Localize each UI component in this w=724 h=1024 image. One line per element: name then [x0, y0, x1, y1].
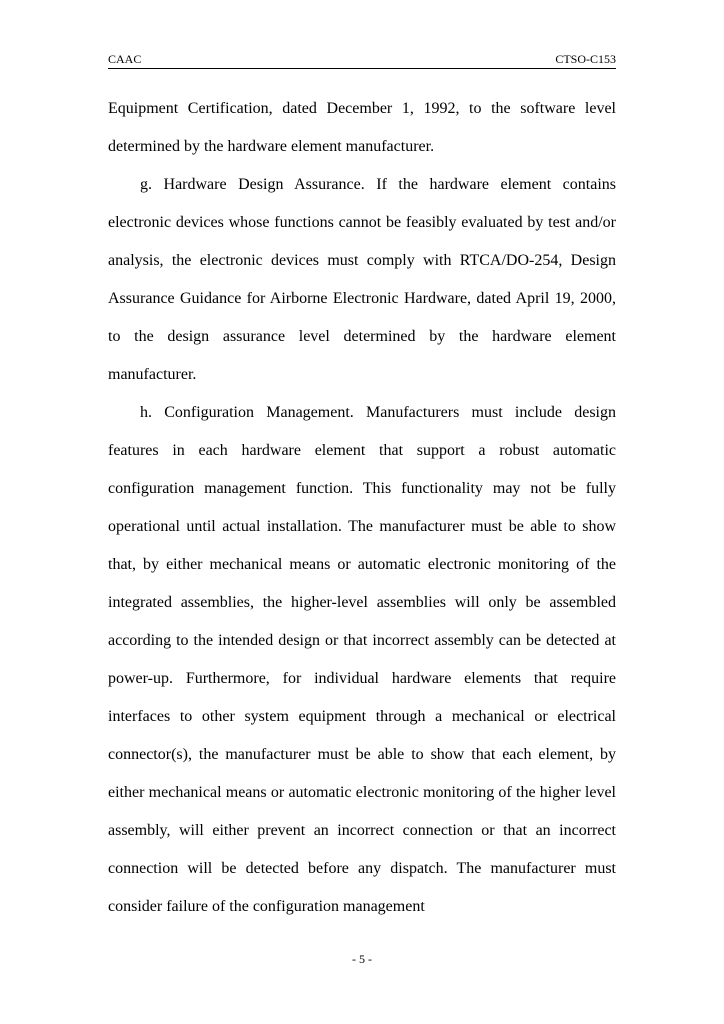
header-document-id: CTSO-C153 — [555, 52, 616, 66]
paragraph-hardware-design-assurance: g. Hardware Design Assurance. If the hardware element contains electronic devices whose functions cannot be feasibly evaluated by test and/or analysis, the electronic devices must comply with RTCA/DO-254, Design Assurance Guidance for Airborne Electronic Hardware, dated April 19, 2000, to the design assurance level determined by the hardware element manufacturer. — [108, 176, 616, 383]
page-number: - 5 - — [352, 952, 372, 966]
paragraph-configuration-management: h. Configuration Management. Manufacturers must include design features in each hardware element that support a robust automatic configuration management function. This functionality may not be fully operational until actual installation. The manufacturer must be able to show that, by either mechanical means or automatic electronic monitoring of the integrated assemblies, the higher-level assemblies will only be assembled according to the intended design or that incorrect assembly can be detected at power-up. Furthermore, for individual hardware elements that require interfaces to other system equipment through a mechanical or electrical connector(s), the manufacturer must be able to show that each element, by either mechanical means or automatic electronic monitoring of the higher level assembly, will either prevent an incorrect connection or that an incorrect connection will be detected before any dispatch. The manufacturer must consider failure of the configuration management — [108, 404, 616, 915]
header-organization: CAAC — [108, 52, 142, 66]
document-body — [108, 90, 616, 926]
page-header — [108, 52, 616, 69]
paragraph-continuation: Equipment Certification, dated December 1, 1992, to the software level determined by the hardware element manufacturer. — [108, 100, 616, 155]
